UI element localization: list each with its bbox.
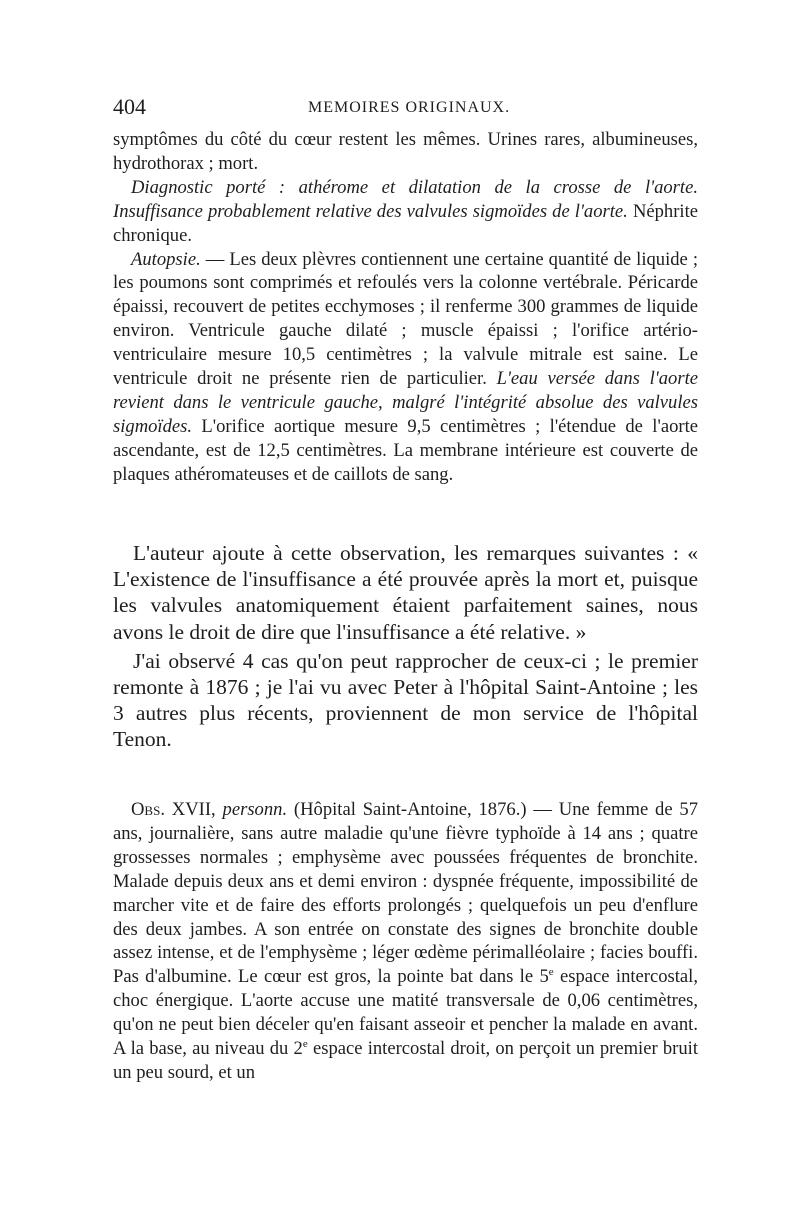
symptoms-text: symptômes du côté du cœur restent les mêmes. Urines rares, albumineuses, hydrothorax ; mort.: [113, 129, 698, 174]
obs-xvii-text-2: espace intercostal, choc énergique. L'aorte accuse une matité transversale de 0,06 centimètres, qu'on ne peut bien déceler qu'en faisant asseoir et pencher la malade en avant. A la base, au niveau du 2: [113, 966, 698, 1060]
symptoms-paragraph: [113, 128, 698, 176]
commentary-paragraph-1: L'auteur ajoute à cette observation, les remarques suivantes : « L'existence de l'insuffisance a été prouvée après la mort et, puisque les valvules anatomiquement étaient parfaitement saines, nous avons le droit de dire que l'insuffisance a été relative. »: [113, 541, 698, 644]
running-title: MEMOIRES ORIGINAUX.: [308, 99, 511, 116]
observation-xvii: [113, 798, 698, 1085]
autopsy-italic: L'eau versée dans l'aorte revient dans le ventricule gauche, malgré l'intégrité absolue des valvules sigmoïdes.: [113, 368, 698, 437]
diagnostic-text: athérome et dilatation de la crosse de l'aorte. Insuffisance probablement relative des valvules sigmoïdes de l'aorte.: [113, 176, 698, 222]
observation-continued: [113, 128, 698, 487]
obs-xvii-label: Obs. XVII,: [131, 799, 216, 820]
diagnostic-label: Diagnostic porté :: [131, 176, 286, 198]
obs-xvii-paragraph: [113, 798, 698, 1085]
commentary-paragraph-2: J'ai observé 4 cas qu'on peut rapprocher de ceux-ci ; le premier remonte à 1876 ; je l'ai vu avec Peter à l'hôpital Saint-Antoine ; les 3 autres plus récents, proviennent de mon service de l'hôpital Tenon.: [113, 648, 698, 752]
page-header: [113, 94, 698, 124]
obs-xvii-text-1: (Hôpital Saint-Antoine, 1876.) — Une femme de 57 ans, journalière, sans autre maladie qu'une fièvre typhoïde à 14 ans ; quatre grossesses normales ; emphysème avec poussées fréquentes de bronchite. Malade depuis deux ans et demi environ : dyspnée fréquente, impossibilité de marcher vite et de faire des efforts prolongés ; quelquefois un peu d'enflure des deux jambes. A son entrée on constate des signes de bronchite double assez intense, et de l'emphysème ; léger œdème périmalléolaire ; facies bouffi. Pas d'albumine. Le cœur est gros, la pointe bat dans le 5: [113, 799, 698, 988]
page-number: 404: [113, 94, 146, 119]
superscript-e-1: e: [548, 966, 554, 979]
diagnostic-paragraph: [113, 176, 698, 248]
author-commentary: [113, 540, 698, 753]
autopsy-text: — Les deux plèvres contiennent une certaine quantité de liquide ; les poumons sont comprimés et refoulés vers la colonne vertébrale. Péricarde épaissi, recouvert de petites ecchymoses ; il renferme 300 grammes de liquide environ. Ventricule gauche dilaté ; muscle épaissi ; l'orifice artério-ventriculaire mesure 10,5 centimètres ; la valvule mitrale est saine. Le ventricule droit ne présente rien de particulier.: [113, 248, 698, 390]
autopsy-tail: L'orifice aortique mesure 9,5 centimètres ; l'étendue de l'aorte ascendante, est de 12,5 centimètres. La membrane intérieure est couverte de plaques athéromateuses et de caillots de sang.: [113, 415, 698, 485]
diagnostic-tail: Néphrite chronique.: [113, 200, 698, 246]
autopsy-paragraph: [113, 248, 698, 487]
autopsy-label: Autopsie.: [131, 248, 201, 270]
superscript-e-2: e: [302, 1037, 308, 1050]
obs-xvii-text-3: espace intercostal droit, on perçoit un premier bruit un peu sourd, et un: [113, 1038, 698, 1083]
obs-xvii-label-italic: personn.: [222, 799, 288, 820]
